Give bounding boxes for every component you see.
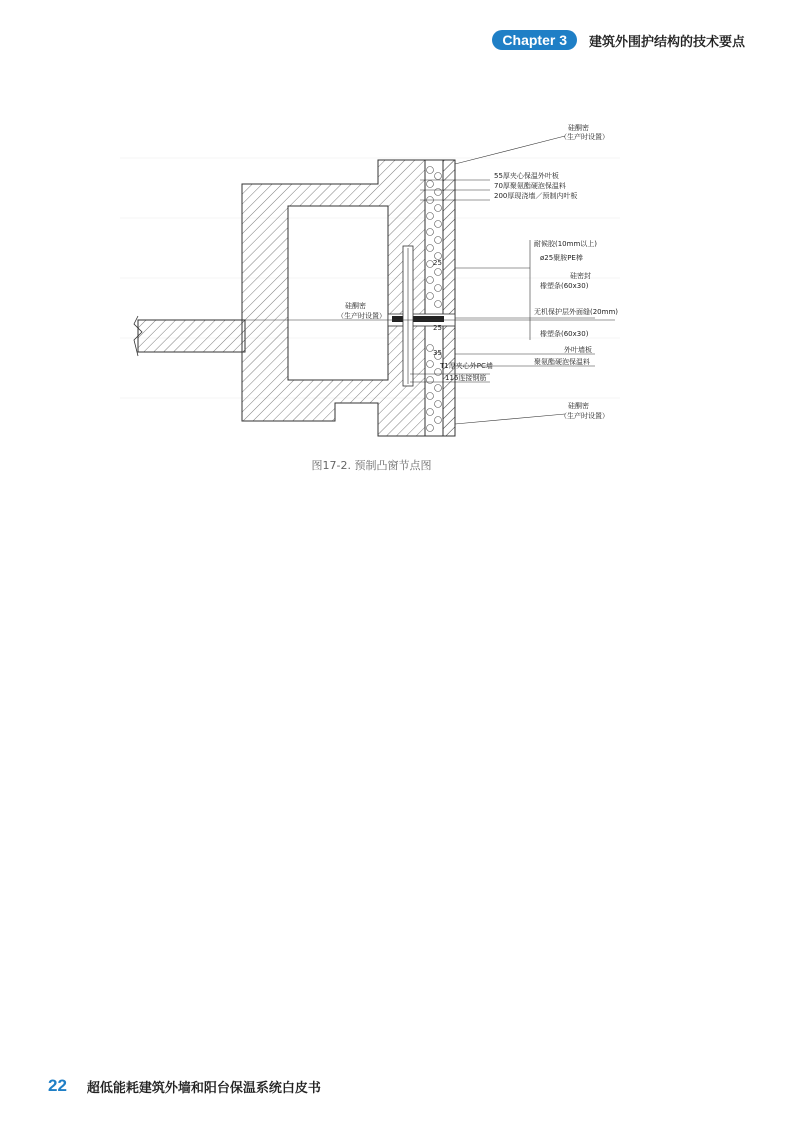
chapter-title: 建筑外围护结构的技术要点 [588,34,745,50]
label-6: 硅密封 [570,272,591,280]
label-7: 橡塑条(60x30) [540,282,589,290]
label-sealant-top: 硅酮密 [568,124,589,132]
page-header [492,30,745,50]
label-sealant-mid-note: （生产时设置） [337,312,386,320]
document-title: 超低能耗建筑外墙和阳台保温系统白皮书 [86,1080,321,1096]
insulation-layer [425,160,443,436]
dim-25-b: 25 [433,324,442,332]
label-sealant-top-note: （生产时设置） [560,133,609,141]
label-3: 200厚现浇墙／预制内叶板 [494,192,578,200]
label-11: 聚氨酯硬泡保温料 [534,358,590,366]
chapter-badge: Chapter 3 [492,30,577,50]
label-12: T1厚夹心外PC墙 [440,362,493,370]
label-9: 橡塑条(60x30) [540,330,589,338]
label-10: 外叶墙板 [564,346,592,354]
label-2: 70厚聚氨酯硬泡保温料 [494,182,566,190]
label-sealant-bottom: 硅酮密 [568,402,589,410]
floor-slab [138,320,245,352]
label-5: ø25聚胺PE棒 [540,254,583,262]
label-13: 116连接钢筋 [445,374,487,382]
label-sealant-bottom-note: （生产时设置） [560,412,609,420]
figure-caption-text: 图17-2. 预制凸窗节点图 [311,459,432,472]
window-node-drawing [120,118,620,448]
label-4: 耐候胶(10mm以上) [534,240,598,248]
dim-35: 35 [433,349,442,357]
dim-25-a: 25 [433,259,442,267]
label-8: 无机保护层外面缝(20mm) [534,308,619,316]
page-number: 22 [48,1076,67,1095]
figure-caption [0,457,793,473]
page-footer [48,1076,321,1096]
window-frame-wall [242,160,455,436]
label-sealant-mid: 硅酮密 [345,302,366,310]
label-1: 55厚夹心保温外叶板 [494,172,559,180]
